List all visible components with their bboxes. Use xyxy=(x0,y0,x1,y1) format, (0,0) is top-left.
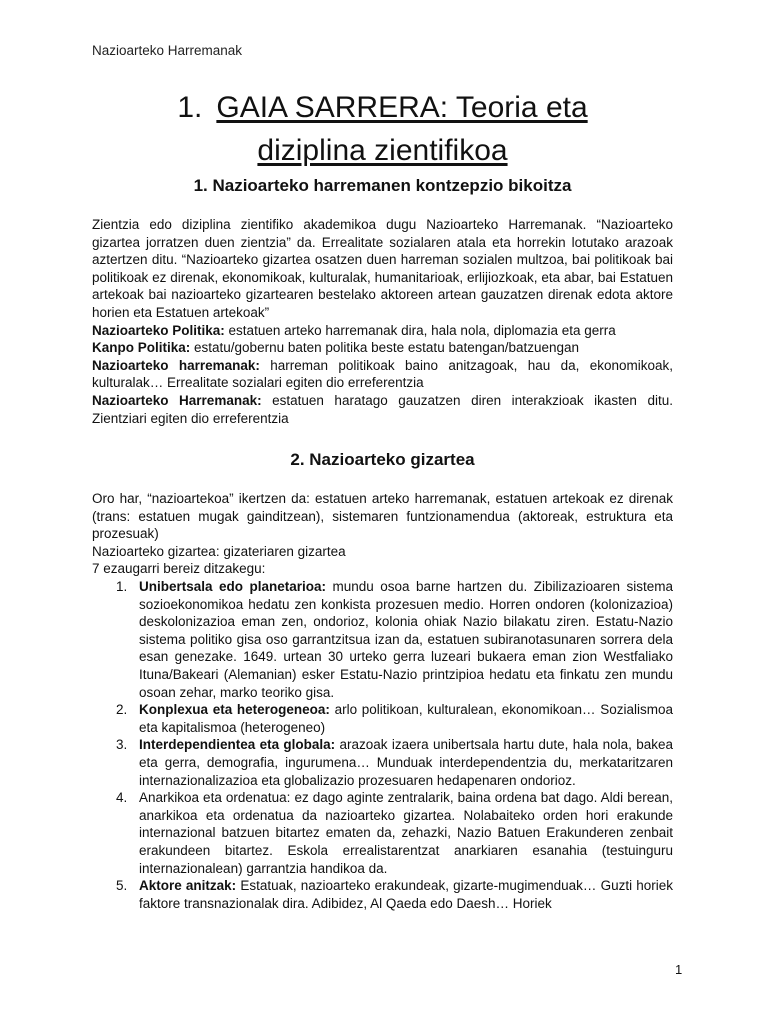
definition-item xyxy=(92,322,673,340)
section2-line: Nazioarteko gizartea: gizateriaren gizartea xyxy=(92,543,346,559)
section1-intro: Zientzia edo diziplina zientifiko akademikoa dugu Nazioarteko Harremanak. “Nazioarteko gizartea jorratzen duen zientzia” da. Errealitate sozialaren atala eta horrekin lotutako arazoak aztertzen ditu. “Nazioarteko gizartea osatzen duen harreman sozialen multzoa, bai politikoak bai politikoak ez direnak, ekonomikoak, kulturalak, humanitarioak, erlijiozkoak, eta abar, bai Estatuen artekoak bai nazioarteko gizartearen bestelako aktoreen artean gauzatzen direnak edota aktore horien eta Estatuen artekoak” xyxy=(92,217,673,320)
feature-text: mundu osoa barne hartzen du. Zibilizazioaren sistema sozioekonomikoa hedatu zen konkista prozesuen medio. Horren ondoren (kolonizazioa) deskolonizazioa eman zen, ondorioz, kolonia ohiak Nazio bilakatu ziren. Estatu-Nazio sistema politiko gisa oso garrantzitsua izan da, estatuen subiranotasunaren sorrera dela esan genezake. 1649. urtean 30 urteko gerra luzeari bukaera eman zion Westfaliako Ituna/Bakeari (Alemanian) esker Estatu-Nazio printzipioa hedatu eta finkatu zen mundu osoan zehar, marko teoriko gisa. xyxy=(139,579,673,700)
list-number: 2. xyxy=(116,702,128,718)
chapter-title xyxy=(92,86,673,172)
list-number: 3. xyxy=(116,737,128,753)
feature-term: Konplexua eta heterogeneoa: xyxy=(139,702,330,718)
chapter-number: 1. xyxy=(177,91,203,124)
list-item xyxy=(92,877,673,912)
feature-text: arazoak izaera unibertsala hartu dute, hala nola, bakea eta gerra, demografia, ingurumena… Munduak interdependentzia du, merkataritzaren internazionalizazioa eta globalizazio prozesuaren hedapenaren ondorioz. xyxy=(139,737,673,788)
list-number: 1. xyxy=(116,579,128,594)
running-header: Nazioarteko Harremanak xyxy=(92,43,243,58)
list-item xyxy=(92,701,673,736)
definition-text: harreman politikoak baino anitzagoak, hau da, ekonomikoak, kulturalak… Errealitate sozialari egiten dio erreferentzia xyxy=(92,357,673,391)
list-item xyxy=(92,789,673,877)
feature-term: Unibertsala edo planetarioa: xyxy=(139,579,326,594)
definition-term: Nazioarteko Politika: xyxy=(92,322,225,338)
list-number: 4. xyxy=(116,790,128,806)
feature-text: Anarkikoa eta ordenatua: ez dago aginte zentralarik, baina ordena bat dago. Aldi berean, anarkikoa eta ordenatua da nazioarteko gizartea. Nolabaiteko orden hori erakunde internazional batzuen bitartez ematen da, zehazki, Nazio Batuen Erakunderen zenbait erakundeen bitartez. Eskola errealistarentzat anarkiaren esanahia (testuinguru internazionalean) garrantzia handikoa da. xyxy=(139,790,673,876)
feature-text: Estatuak, nazioarteko erakundeak, gizarte-mugimenduak… Guzti horiek faktore transnazionalak dira. Adibidez, Al Qaeda edo Daesh… Horiek xyxy=(139,878,673,911)
features-list xyxy=(92,578,673,912)
definition-item xyxy=(92,392,673,427)
definition-item xyxy=(92,339,673,357)
definition-item xyxy=(92,357,673,392)
list-item xyxy=(92,736,673,789)
list-item xyxy=(92,578,673,701)
section1-heading: 1. Nazioarteko harremanen kontzepzio bikoitza xyxy=(193,176,572,195)
feature-term: Aktore anitzak: xyxy=(139,878,237,894)
feature-text: arlo politikoan, kulturalean, ekonomikoan… Sozialismoa eta kapitalismoa (heterogeneo) xyxy=(139,702,673,735)
section2-intro: Oro har, “nazioartekoa” ikertzen da: estatuen arteko harremanak, estatuen artekoak ez direnak (trans: estatuen mugak gainditzean), sistemaren funtzionamendua (aktoreak, estruktura eta prozesuak) xyxy=(92,491,673,542)
chapter-title-line2: diziplina zientifikoa xyxy=(257,134,508,167)
definition-term: Nazioarteko harremanak: xyxy=(92,357,260,373)
definition-text: estatu/gobernu baten politika beste estatu batengan/batzuengan xyxy=(190,340,580,356)
section2-heading: 2. Nazioarteko gizartea xyxy=(290,450,475,469)
section2-line: 7 ezaugarri bereiz ditzakegu: xyxy=(92,561,266,577)
definition-term: Kanpo Politika: xyxy=(92,340,191,356)
page-number: 1 xyxy=(675,962,683,977)
section1-body xyxy=(92,216,673,427)
definition-text: estatuen haratago gauzatzen diren interakzioak ikasten ditu. Zientziari egiten dio erreferentzia xyxy=(92,392,673,426)
definition-term: Nazioarteko Harremanak: xyxy=(92,392,262,408)
definition-text: estatuen arteko harremanak dira, hala nola, diplomazia eta gerra xyxy=(224,322,616,338)
chapter-title-line1: GAIA SARRERA: Teoria eta xyxy=(216,91,588,124)
feature-term: Interdependientea eta globala: xyxy=(139,737,336,753)
list-number: 5. xyxy=(116,878,128,894)
section2-body xyxy=(92,490,673,578)
